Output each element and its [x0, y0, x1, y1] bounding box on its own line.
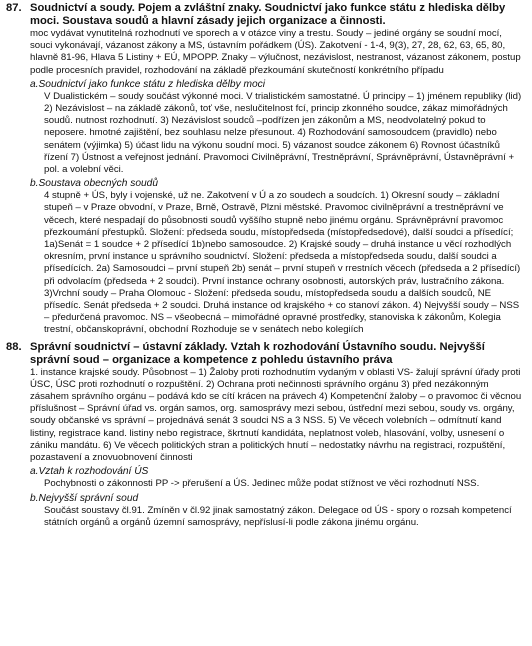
subsection-a-text: Pochybnosti o zákonnosti PP -> přerušení a ÚS. Jedinec může podat stížnost ve věci rozhodnutí NSS. [44, 478, 480, 490]
subheading-a: a.Vztah k rozhodování ÚS [30, 466, 149, 478]
question-number: 88. [6, 340, 22, 353]
question-87-heading [6, 2, 526, 28]
subsection-b-text: Součást soustavy čl.91. Zmíněn v čl.92 jinak samostatný zákon. Delegace od ÚS - spory o rozsah kompetencí státních orgánů a orgánů územní samosprávy, nepříslusí-li podle zákona jinému orgánu. [44, 504, 512, 528]
question-87-body [30, 28, 526, 337]
intro-paragraph: 1. instance krajské soudy. Působnost – 1) Žaloby proti rozhodnutím vydaným v oblasti VS- žalují správní úřady proti ÚSC, ÚSC proti rozhodnutí o rozpuštění. 2) Ochrana proti nečinnosti správního orgánu 3) před nezákonným zásahem správního orgánu – podává kdo se cítí krácen na právech 4) Kompetenční žaloby – o pravomoc či věcnou příslušnost – Správní úřad vs. orgán samos, org. samosprávy mezi sebou, ústřední mezi sebou, soudy vs. orgány, soudy občanské vs správní – projednává senát 3 soudci NS a 3 NSS. 5) Ve věcech volebních – odmítnutí kand listiny, registrace kand. listiny nebo registrace, škrtnutí kandidáta, neplatnost voleb, hlasování, volby, usnesení o zániku mandátu. 6) Ve věcech politických stran a politických hnutí – nedostatky návrhu na registraci, rozpuštění, pozastavení a znovuobnovení činnosti [30, 366, 522, 464]
question-88 [6, 341, 526, 529]
subheading-b: b.Nejvyšší správní soud [30, 492, 139, 504]
subsection-a-text: V Dualistickém – soudy součást výkonné moci. V trialistickém samostatné. Ú principy – 1) jménem republiky (lid) 2) Nezávislost – na základě zákonů, toť vše, neslučitelnost fcí, princip zkonného soudce, zákaz mimořádných soudů. nutnost rozhodnutí. 3) Nezávislost soudců –podřízen jen zákonům a MS, neodvolatelný pokud to neposere. hmotné zajištění, bez souhlasu nelze přesunout. 4) Rozhodování samosoudcem (pravidlo) nebo senátem (výjimka) 5) účast lidu na výkonu soudní moci. 5) vázanost soudce zákonem 6) Rovnost účastníků řízení 7) Ústnost a veřejnost jednání. Pravomoci Civilněprávní, Trestněprávní, Správněprávní, Ústavněprávní + pol. a volební věci. [44, 90, 522, 176]
question-number: 87. [6, 2, 22, 14]
subheading-a: a.Soudnictví jako funkce státu z hlediska dělby moci [30, 78, 266, 90]
subheading-b: b.Soustava obecných soudů [30, 178, 159, 190]
question-88-heading [6, 341, 526, 367]
question-title: Soudnictví a soudy. Pojem a zvláštní znaky. Soudnictví jako funkce státu z hlediska dělby moci. Soustava soudů a hlavní zásady jejich organizace a činnosti. [30, 2, 506, 27]
question-87 [6, 2, 526, 337]
question-88-body [30, 367, 526, 529]
subsection-b-text: 4 stupně + ÚS, byly i vojenské, už ne. Zakotvení v Ú a zo soudech a soudcích. 1) Okresní soudy – základní stupeň – v Praze obvodní, v Praze, Brně, Ostravě, Plzni městské. Pravomoc civilněprávní a trestněprávní ve věcech, které nespadají do působnosti soudů vyššího stupně nebo jinému orgánu. Správněprávní pravomoc přezkoumání přestupků. Složení: předseda soudu, místopředseda (místopředsedové), další soudci a přísedící; 1a)Senát = 1 soudce + 2 přísedící 1b)nebo samosoudce. 2) Krajské soudy – druhá instance u věcí rozhodlých okresním, první instance u správního soudnictví. Složení: předseda a místopředseda soudu, další soudci a přísedících. 2a) Samosoudci – první stupeň 2b) senát – první stupeň v rrestních věcech (předseda a 2 přísedící) při odvolacím (předseda + 2 soudci). První instance ochrany osobnosti, autorských práv, lustračního zákona. 3)Vrchní soudy – Praha Olomouc - Složení: předseda soudu, místopředseda soudu a dalších soudců, NE přísedíc. Senát předseda + 2 soudci. Druhá instance od krajského + co stanoví zákon. 4) Nejvyšší soudy – NSS – předurčená pravomoc. NS – všeobecná – mimořádné opravné prostředky, stanoviska k zákonům, Kolegia trestní, občanskoprávní, obchodní Rozhoduje se v senátech nebo kolegiích [44, 190, 521, 336]
intro-paragraph: moc vydávat vynutitelná rozhodnutí ve sporech a v otázce viny a trestu. Soudy – jediné orgány se soudní mocí, souci vykonávají, vázanost zákony a MS, ústavním pořádkem (ÚS). Zakotvení - 1-4, 9(3), 27, 28, 62, 63, 65, 80, hlavně 81-96, Hlava 5 Listiny + EÚ, MPOPP. Znaky – výlučnost, nezávislost, nestranost, vázanost zákonem, postup podle procesních pravidel, rozhodování na základě přezkoumání skutečností konkrétního případu [30, 28, 521, 76]
question-title: Správní soudnictví – ústavní základy. Vztah k rozhodování Ústavního soudu. Nejvyšší správní soud – organizace a kompetence z pohledu ústavního práva [30, 340, 485, 366]
